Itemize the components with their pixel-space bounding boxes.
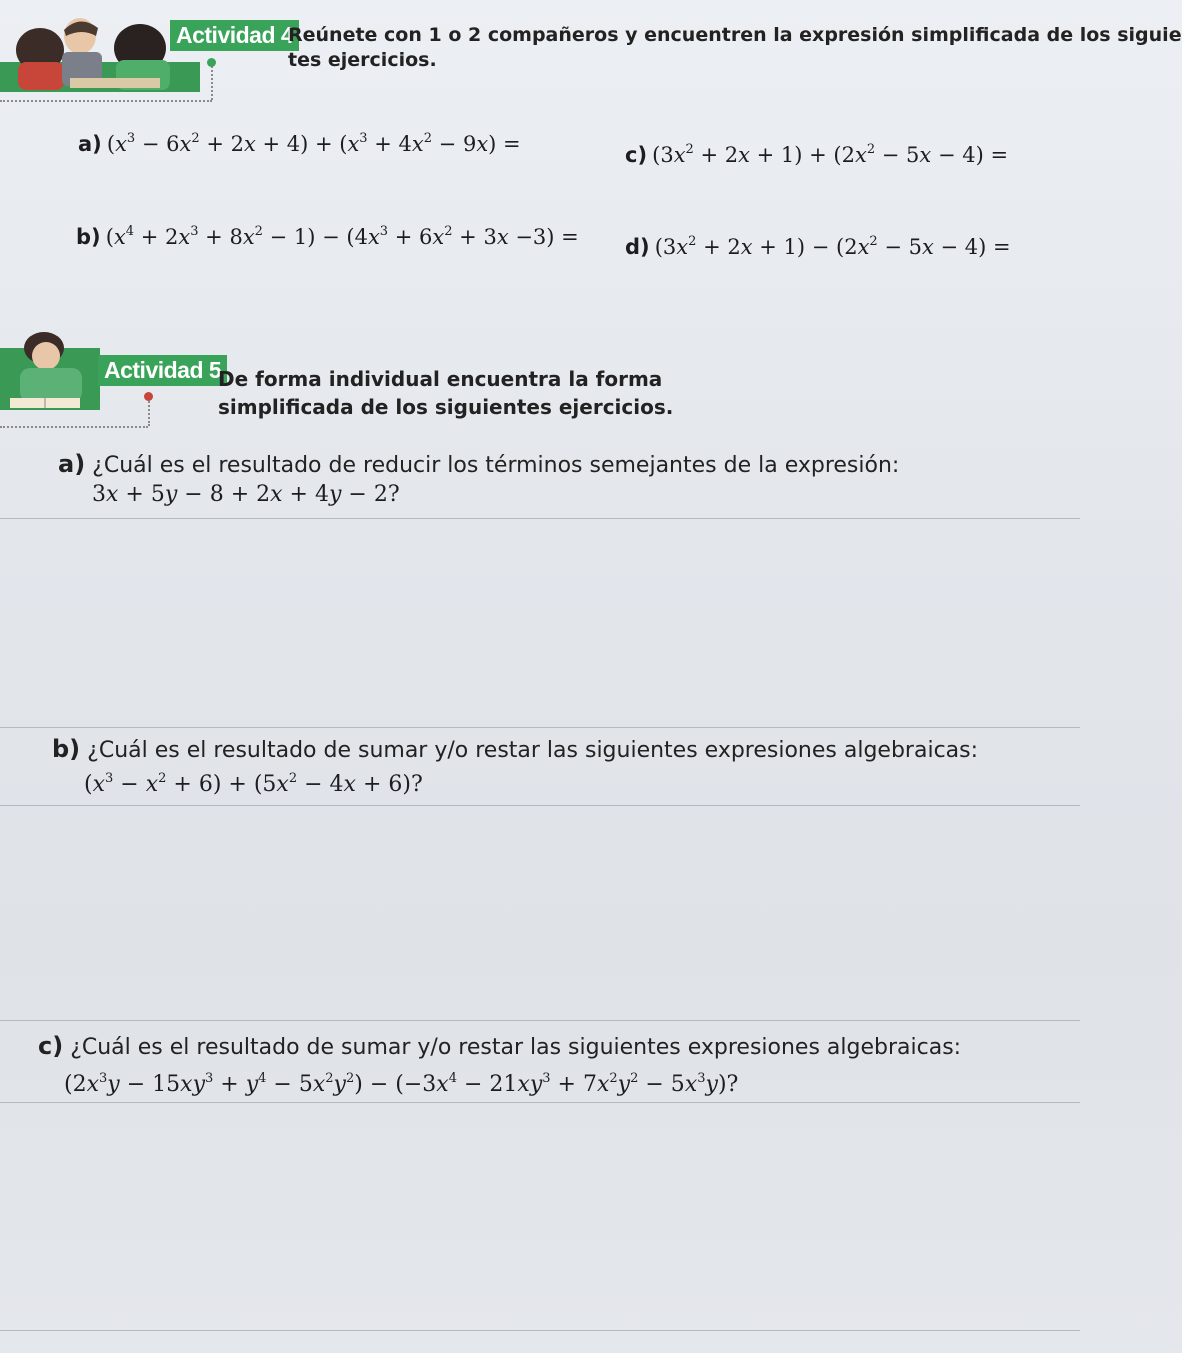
exercise-c: [625, 143, 1008, 167]
question-c: [38, 1032, 961, 1062]
activity5-badge-connector: [148, 398, 150, 426]
activity5-badge: Actividad 5: [98, 355, 227, 386]
activity5-divider: [0, 426, 148, 428]
exercise-expression: $(3x^2 + 2x + 1) + (2x^2 - 5x - 4)$ =: [652, 142, 1009, 167]
activity5-intro-line1: De forma individual encuentra la forma: [218, 367, 663, 391]
answer-line: [0, 1102, 1080, 1103]
activity4-badge-connector: [211, 66, 213, 100]
question-text: ¿Cuál es el resultado de reducir los términos semejantes de la expresión:: [92, 453, 900, 478]
question-text: ¿Cuál es el resultado de sumar y/o restar las siguientes expresiones algebraicas:: [87, 738, 979, 763]
activity5-intro-line2: simplificada de los siguientes ejercicios.: [218, 395, 674, 419]
badge-pin-dot: [144, 392, 153, 401]
activity4-badge: Actividad 4: [170, 20, 299, 51]
question-text: ¿Cuál es el resultado de sumar y/o restar las siguientes expresiones algebraicas:: [70, 1035, 962, 1060]
badge-pin-dot: [207, 58, 216, 67]
exercise-expression: $(3x^2 + 2x + 1) - (2x^2 - 5x - 4)$ =: [654, 234, 1011, 259]
question-a: [58, 450, 899, 480]
answer-area-bottom-line: [0, 1020, 1080, 1021]
exercise-d: [625, 235, 1011, 259]
answer-line: [0, 518, 1080, 519]
exercise-expression: $(x^3 - 6x^2 + 2x + 4) + (x^3 + 4x^2 - 9x)$ =: [106, 131, 521, 156]
exercise-label: d): [625, 235, 650, 259]
exercise-label: a): [78, 132, 102, 156]
exercise-b: [76, 225, 579, 249]
question-label: a): [58, 450, 86, 478]
activity4-divider: [0, 100, 212, 102]
question-b: [52, 735, 978, 765]
answer-area-bottom-line: [0, 727, 1080, 728]
answer-area-bottom-line: [0, 1330, 1080, 1331]
question-label: c): [38, 1032, 64, 1060]
activity4-intro-line1: Reúnete con 1 o 2 compañeros y encuentren la expresión simplificada de los siguie: [288, 24, 1182, 46]
exercise-label: b): [76, 225, 101, 249]
answer-line: [0, 805, 1080, 806]
activity4-intro-line2: tes ejercicios.: [288, 49, 437, 71]
exercise-label: c): [625, 143, 648, 167]
question-b-expression: $(x^3 - x^2 + 6) + (5x^2 - 4x + 6)$?: [84, 771, 423, 797]
exercise-a: [78, 132, 521, 156]
question-c-expression: $(2x^3y - 15xy^3 + y^4 - 5x^2y^2) - (-3x^4 - 21xy^3 + 7x^2y^2 - 5x^3y)$?: [64, 1071, 739, 1097]
exercise-expression: $(x^4 + 2x^3 + 8x^2 - 1) - (4x^3 + 6x^2 + 3x -3)$ =: [105, 224, 579, 249]
question-a-expression: 3x + 5y − 8 + 2x + 4y − 2?: [92, 482, 400, 507]
question-label: b): [52, 735, 81, 763]
